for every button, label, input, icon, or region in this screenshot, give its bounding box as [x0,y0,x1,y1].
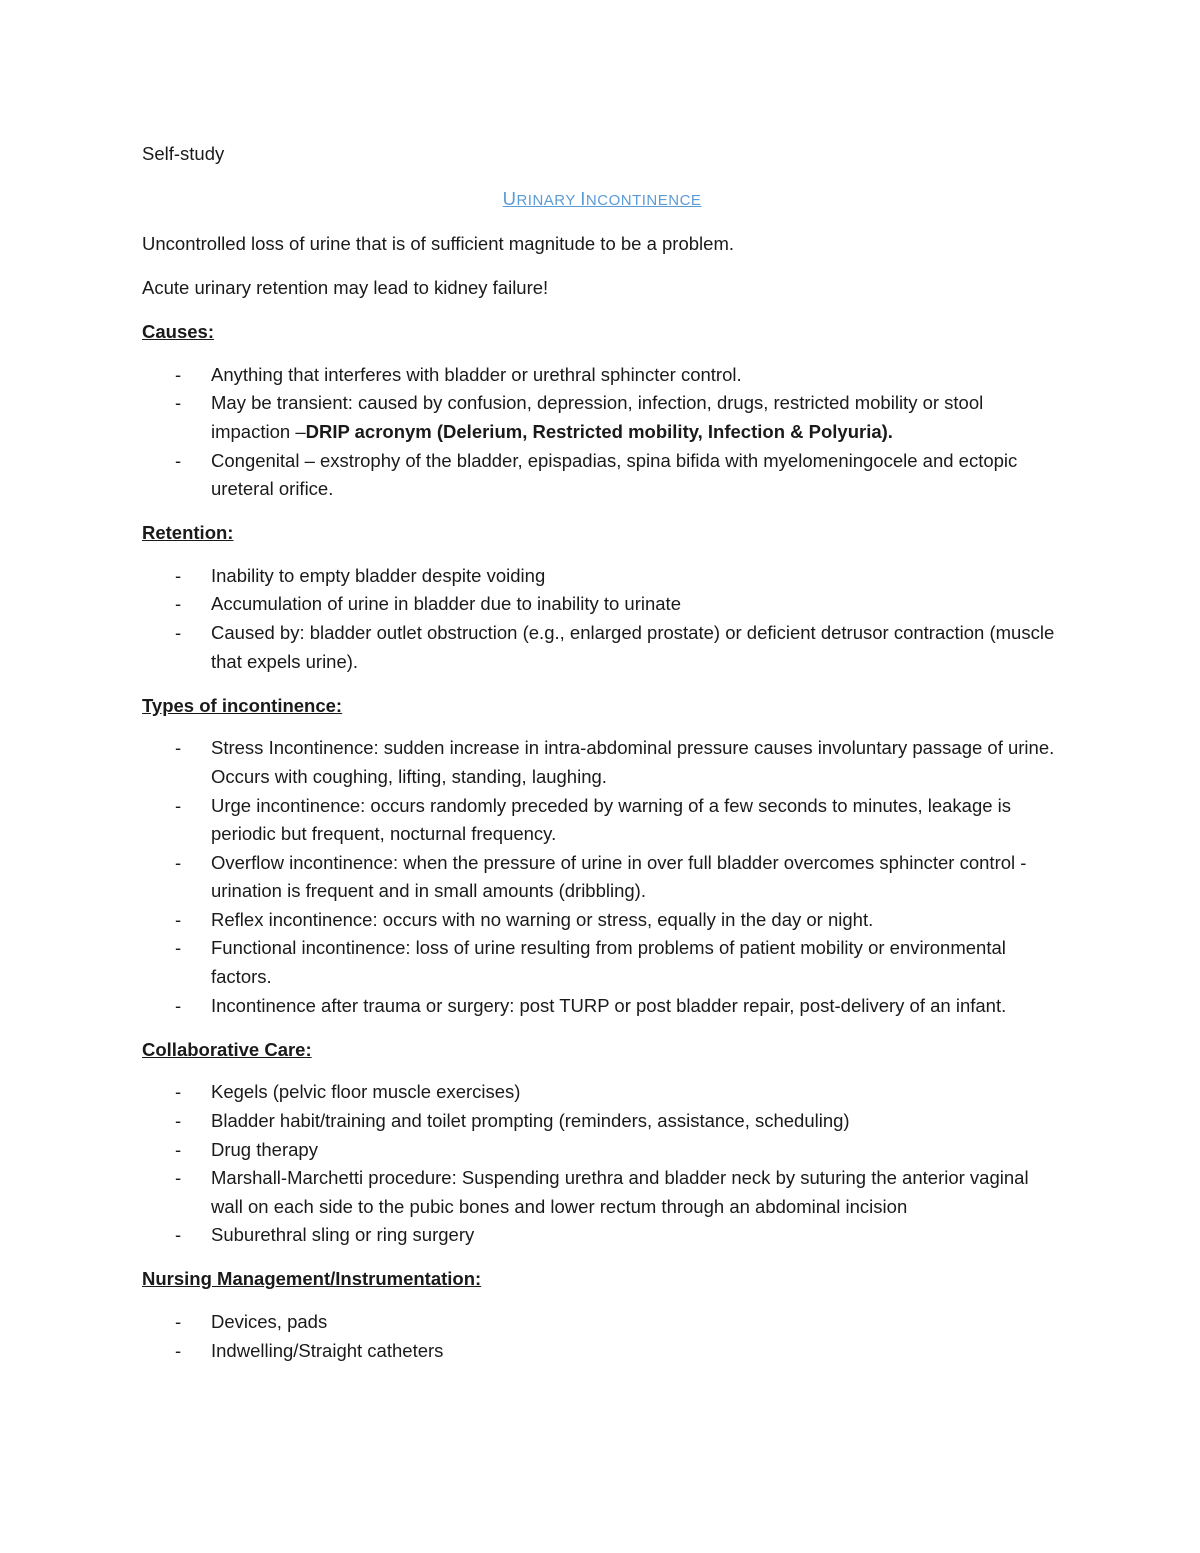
title-initial-2: I [580,188,586,209]
header-label: Self-study [142,143,225,164]
list-item-text: Overflow incontinence: when the pressure of urine in over full bladder overcomes sphincter control - urination is frequent and in small amounts (dribbling). [211,851,1027,902]
list-item [142,934,1062,991]
list-item-text: Inability to empty bladder despite voiding [211,564,546,586]
care-list [142,1078,1062,1250]
list-item [142,1107,1062,1136]
section-heading-retention: Retention: [142,522,234,544]
document-title [142,184,1062,216]
list-item [142,734,1062,791]
list-item-text: Urge incontinence: occurs randomly preceded by warning of a few seconds to minutes, leakage is periodic but frequent, nocturnal frequency. [211,794,1012,845]
dash-bullet: - [175,449,182,471]
list-item [142,849,1062,906]
list-item-text: Suburethral sling or ring surgery [211,1224,475,1246]
list-item [142,361,1062,390]
dash-bullet: - [175,1138,182,1160]
list-item-text: Bladder habit/training and toilet prompting (reminders, assistance, scheduling) [211,1109,850,1131]
list-item-text: Accumulation of urine in bladder due to inability to urinate [211,593,681,615]
dash-bullet: - [175,737,182,759]
list-item-text: Devices, pads [211,1311,328,1332]
document-body [142,140,1062,1381]
dash-bullet: - [175,908,182,930]
title-initial-1: U [502,188,517,209]
dash-bullet: - [175,937,182,959]
retention-list [142,562,1062,676]
section-heading-nursing: Nursing Management/Instrumentation: [142,1268,482,1290]
title-rest-1: RINARY [516,192,576,209]
list-item-text: Reflex incontinence: occurs with no warning or stress, equally in the day or night. [211,908,874,930]
list-item [142,792,1062,849]
section-heading-types: Types of incontinence: [142,694,343,716]
list-item [142,992,1062,1021]
nursing-list [142,1308,1062,1365]
list-item-text: Anything that interferes with bladder or urethral sphincter control. [211,363,742,385]
list-item [142,1136,1062,1165]
list-item [142,447,1062,504]
list-item [142,1221,1062,1250]
list-item-text: May be transient: caused by confusion, depression, infection, drugs, restricted mobility or stool impaction – [211,392,984,442]
list-item [142,1164,1062,1221]
list-item-text: Stress Incontinence: sudden increase in intra-abdominal pressure causes involuntary passage of urine. Occurs with coughing, lifting, standing, laughing. [211,737,1055,787]
list-item-text: Caused by: bladder outlet obstruction (e.g., enlarged prostate) or deficient detrusor contraction (muscle that expels urine). [211,622,1055,672]
dash-bullet: - [175,1339,182,1361]
section-heading-care: Collaborative Care: [142,1038,312,1060]
list-item [142,906,1062,935]
title-rest-2: NCONTINENCE [585,192,702,209]
list-item-text: Drug therapy [211,1138,318,1160]
dash-bullet: - [175,622,182,644]
intro-paragraph: Uncontrolled loss of urine that is of sufficient magnitude to be a problem. [142,233,734,254]
dash-bullet: - [175,1224,182,1246]
dash-bullet: - [175,363,182,385]
dash-bullet: - [175,994,182,1016]
dash-bullet: - [175,1311,182,1332]
list-item [142,389,1062,446]
list-item-text: Indwelling/Straight catheters [211,1339,444,1361]
dash-bullet: - [175,1109,182,1131]
causes-list [142,361,1062,504]
list-item-text: Functional incontinence: loss of urine resulting from problems of patient mobility or environmental factors. [211,937,1006,988]
dash-bullet: - [175,392,182,414]
list-item [142,1308,1062,1337]
list-item-text: Marshall-Marchetti procedure: Suspending urethra and bladder neck by suturing the anterior vaginal wall on each side to the pubic bones and lower rectum through an abdominal incision [211,1167,1029,1217]
list-item [142,562,1062,591]
dash-bullet: - [175,564,182,586]
list-item-text: Congenital – exstrophy of the bladder, epispadias, spina bifida with myelomeningocele and ectopic ureteral orifice. [211,449,1018,500]
list-item [142,1337,1062,1366]
dash-bullet: - [175,1081,182,1103]
list-item-text: Kegels (pelvic floor muscle exercises) [211,1081,521,1103]
list-item [142,619,1062,676]
types-list [142,734,1062,1020]
section-heading-causes: Causes: [142,321,214,343]
list-item [142,1078,1062,1107]
dash-bullet: - [175,1167,182,1189]
list-item-text: Incontinence after trauma or surgery: post TURP or post bladder repair, post-delivery of an infant. [211,994,1007,1016]
list-item-bold-text: DRIP acronym (Delerium, Restricted mobility, Infection & Polyuria). [305,420,893,442]
list-item [142,590,1062,619]
intro-paragraph: Acute urinary retention may lead to kidney failure! [142,277,549,299]
dash-bullet: - [175,794,182,816]
dash-bullet: - [175,593,182,615]
dash-bullet: - [175,851,182,873]
